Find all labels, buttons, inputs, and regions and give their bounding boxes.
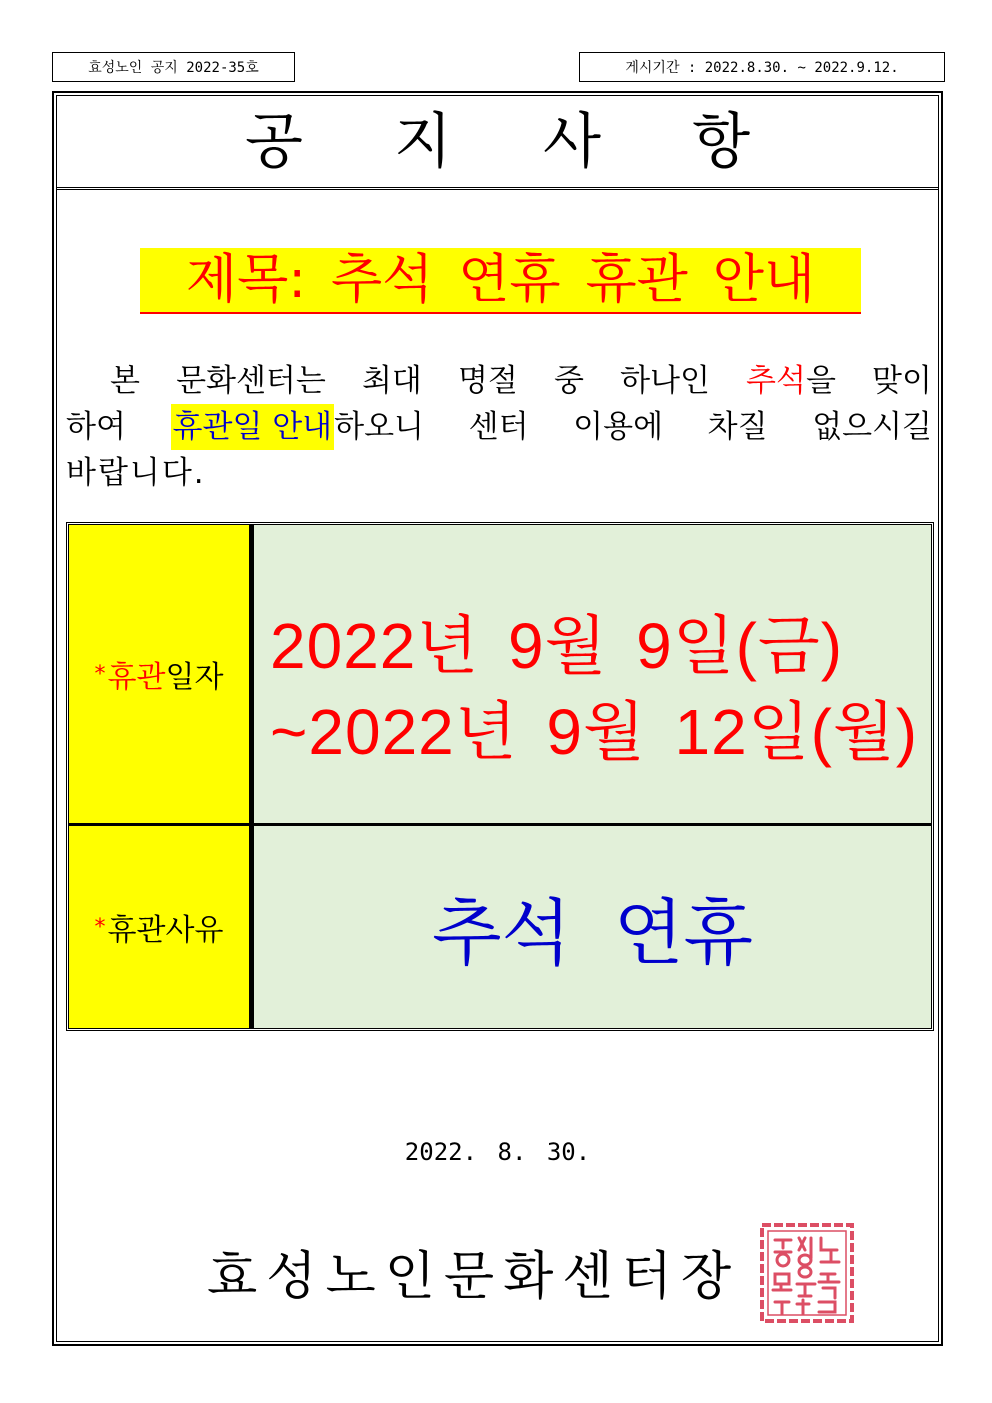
body-word-group — [171, 404, 424, 450]
signature-title: 효성노인문화센터장 — [207, 1247, 741, 1307]
label-black-part: 휴관사유 — [107, 913, 224, 948]
closure-end-date: ~2022년 9월 12일(월) — [270, 696, 919, 768]
body-word: 센터 — [468, 409, 529, 445]
body-paragraph — [66, 358, 932, 496]
body-line-2 — [66, 404, 932, 450]
posting-period: 게시기간 : 2022.8.30. ~ 2022.9.12. — [579, 52, 945, 82]
subject-heading: 제목: 추석 연휴 휴관 안내 — [140, 248, 861, 314]
star-icon: * — [94, 661, 106, 687]
label-black-part: 일자 — [165, 660, 224, 695]
body-word: 하여 — [66, 409, 126, 445]
closure-reason-value-cell — [254, 826, 931, 1028]
body-word: 없으시길 — [812, 409, 932, 445]
notice-frame — [52, 91, 943, 1346]
body-word: 하나인 — [620, 363, 710, 399]
body-line-1 — [66, 358, 932, 404]
closure-date-label — [69, 525, 254, 823]
body-word: 최대 — [361, 363, 422, 399]
label-red-part: 휴관 — [107, 660, 166, 695]
closure-start-date: 2022년 9월 9일(금) — [270, 610, 844, 682]
body-word: 본 — [110, 363, 140, 399]
closure-reason-label — [69, 826, 254, 1028]
body-word: 문화센터는 — [176, 363, 326, 399]
closure-reason-value: 추석 연휴 — [431, 891, 754, 975]
body-word: 이용에 — [573, 409, 664, 445]
notice-frame-inner — [56, 95, 939, 1342]
closure-info-table — [66, 522, 934, 1031]
body-word: 하오니 — [334, 409, 424, 445]
page-title: 공 지 사 항 — [244, 106, 787, 177]
closure-notice-highlight: 휴관일 안내 — [171, 404, 335, 450]
table-row-reason — [69, 826, 931, 1028]
title-row — [57, 96, 938, 190]
official-seal-icon — [759, 1222, 855, 1324]
body-word: 중 — [554, 363, 584, 399]
body-word-group — [746, 358, 836, 404]
table-row-dates — [69, 525, 931, 826]
body-word: 명절 — [457, 363, 518, 399]
body-word: 맞이 — [872, 363, 932, 399]
body-word: 차질 — [707, 409, 768, 445]
body-word: 을 — [805, 363, 836, 399]
chuseok-highlight: 추석 — [746, 363, 806, 399]
issue-date: 2022. 8. 30. — [404, 1138, 591, 1166]
notice-number: 효성노인 공지 2022-35호 — [52, 52, 295, 82]
star-icon: * — [94, 914, 106, 940]
closure-date-value — [254, 525, 931, 823]
body-line-3: 바랍니다. — [66, 455, 206, 491]
